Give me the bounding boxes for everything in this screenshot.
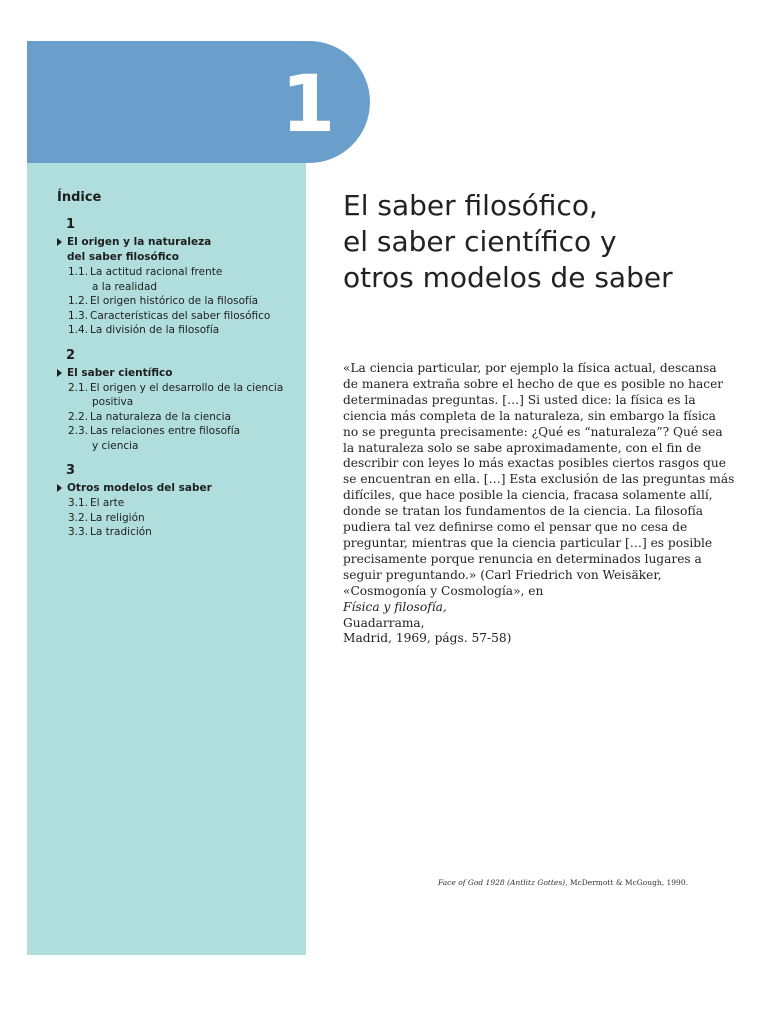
quote-line: Madrid, 1969, págs. 57-58) — [343, 631, 512, 646]
quote-line: ciencia más completa de la naturaleza, sin embargo la física — [343, 408, 716, 423]
index-item-number: 2.1. — [68, 381, 89, 394]
index-section-2 — [57, 348, 302, 454]
caption-credit: McDermott & McGough, 1990. — [567, 878, 688, 887]
quote-line: precisamente porque renuncia en determinados lugares a — [343, 551, 702, 566]
section-number: 3 — [66, 463, 76, 478]
bullet-arrow-icon — [57, 238, 62, 246]
index-item-text: El origen y el desarrollo de la ciencia — [90, 381, 284, 394]
index-item-text: y ciencia — [92, 439, 139, 452]
quote-line — [343, 584, 688, 632]
caption-title: Face of God 1928 (Antlitz Gottes), — [438, 878, 568, 887]
quote-line: preguntar, mientras que la ciencia particular […] es posible — [343, 535, 713, 550]
index-item-text: La actitud racional frente — [90, 266, 223, 278]
chapter-number: 1 — [281, 60, 336, 150]
section-number: 1 — [66, 217, 76, 232]
index-item-number: 1.2. — [68, 295, 89, 307]
quote-line: pudiera tal vez definirse como el pensar que no cesa de — [343, 520, 688, 535]
index-item[interactable] — [57, 525, 302, 540]
index-section-1 — [57, 217, 302, 338]
quote-line: describir con leyes lo más exactas posibles ciertos rasgos que — [343, 456, 726, 471]
index-item-number: 2.3. — [68, 425, 89, 437]
section-number: 2 — [66, 347, 76, 363]
quote-line-text: «Cosmogonía y Cosmología», en — [343, 583, 544, 598]
index-item-number: 1.3. — [68, 309, 89, 322]
index-item-text: Las relaciones entre filosofía — [90, 425, 241, 437]
index-item[interactable] — [57, 424, 302, 453]
index-item-text: Características del saber filosófico — [90, 309, 271, 322]
section-heading-line: El origen y la naturaleza — [67, 236, 212, 248]
index-item[interactable] — [57, 410, 302, 425]
index-item-number: 3.1. — [68, 497, 89, 509]
index-item[interactable] — [57, 381, 302, 410]
quote-line: determinadas preguntas. […] Si usted dice: la física es la — [343, 392, 696, 407]
index-item[interactable] — [57, 511, 302, 526]
title-line: otros modelos de saber — [343, 261, 673, 294]
section-heading-line: El saber científico — [67, 366, 173, 379]
bullet-arrow-icon — [57, 369, 62, 377]
quote-line: difíciles, que hace posible la ciencia, fracasa solamente allí, — [343, 488, 713, 503]
title-line: El saber filosófico, — [343, 189, 598, 222]
index-item[interactable] — [57, 309, 302, 324]
index-section-3 — [57, 463, 302, 540]
index-item[interactable] — [57, 294, 302, 309]
bullet-arrow-icon — [57, 484, 62, 492]
section-heading-line: Otros modelos del saber — [67, 482, 212, 494]
quote-line: de manera extraña sobre el hecho de que es posible no hacer — [343, 376, 724, 391]
section-heading-line: del saber filosófico — [67, 251, 179, 263]
chapter-title — [343, 188, 743, 296]
quote-line: no se pregunta precisamente: ¿Qué es “naturaleza”? Qué sea — [343, 424, 723, 439]
index-item-text: El arte — [90, 497, 125, 509]
index-item-number: 1.1. — [68, 266, 89, 278]
quote-line: donde se tratan los fundamentos de la ciencia. La filosofía — [343, 504, 704, 519]
index-item-text: a la realidad — [92, 280, 158, 293]
index-item-number: 3.3. — [68, 526, 89, 538]
index-item-number: 2.2. — [68, 410, 89, 423]
book-title: Física y filosofía, — [343, 599, 447, 614]
index-panel — [57, 190, 302, 550]
index-item-number: 1.4. — [68, 324, 89, 336]
publisher: Guadarrama, — [343, 615, 425, 630]
index-item-text: La división de la filosofía — [90, 324, 220, 336]
quote-line: se encuentran en ella. […] Esta exclusión de las preguntas más — [343, 472, 735, 487]
quote-line: la naturaleza solo se sabe aproximadamente, con el fin de — [343, 440, 702, 455]
index-item-text: La naturaleza de la ciencia — [90, 410, 231, 423]
index-item[interactable] — [57, 323, 302, 338]
index-title: Índice — [57, 190, 102, 205]
quote-line: «La ciencia particular, por ejemplo la física actual, descansa — [343, 361, 717, 375]
index-item-text: La religión — [90, 511, 145, 524]
index-item[interactable] — [57, 496, 302, 511]
section-heading[interactable] — [57, 366, 302, 381]
epigraph-quote — [343, 361, 735, 647]
index-item-number: 3.2. — [68, 511, 89, 524]
quote-line: seguir preguntando.» (Carl Friedrich von Weisäker, — [343, 567, 662, 582]
section-heading[interactable] — [57, 481, 302, 496]
image-caption — [343, 878, 688, 887]
index-item[interactable] — [57, 265, 302, 294]
index-item-text: positiva — [92, 396, 134, 408]
index-item-text: La tradición — [90, 526, 152, 538]
section-heading[interactable] — [57, 235, 302, 265]
index-item-text: El origen histórico de la filosofía — [90, 295, 259, 307]
title-line: el saber científico y — [343, 225, 617, 258]
